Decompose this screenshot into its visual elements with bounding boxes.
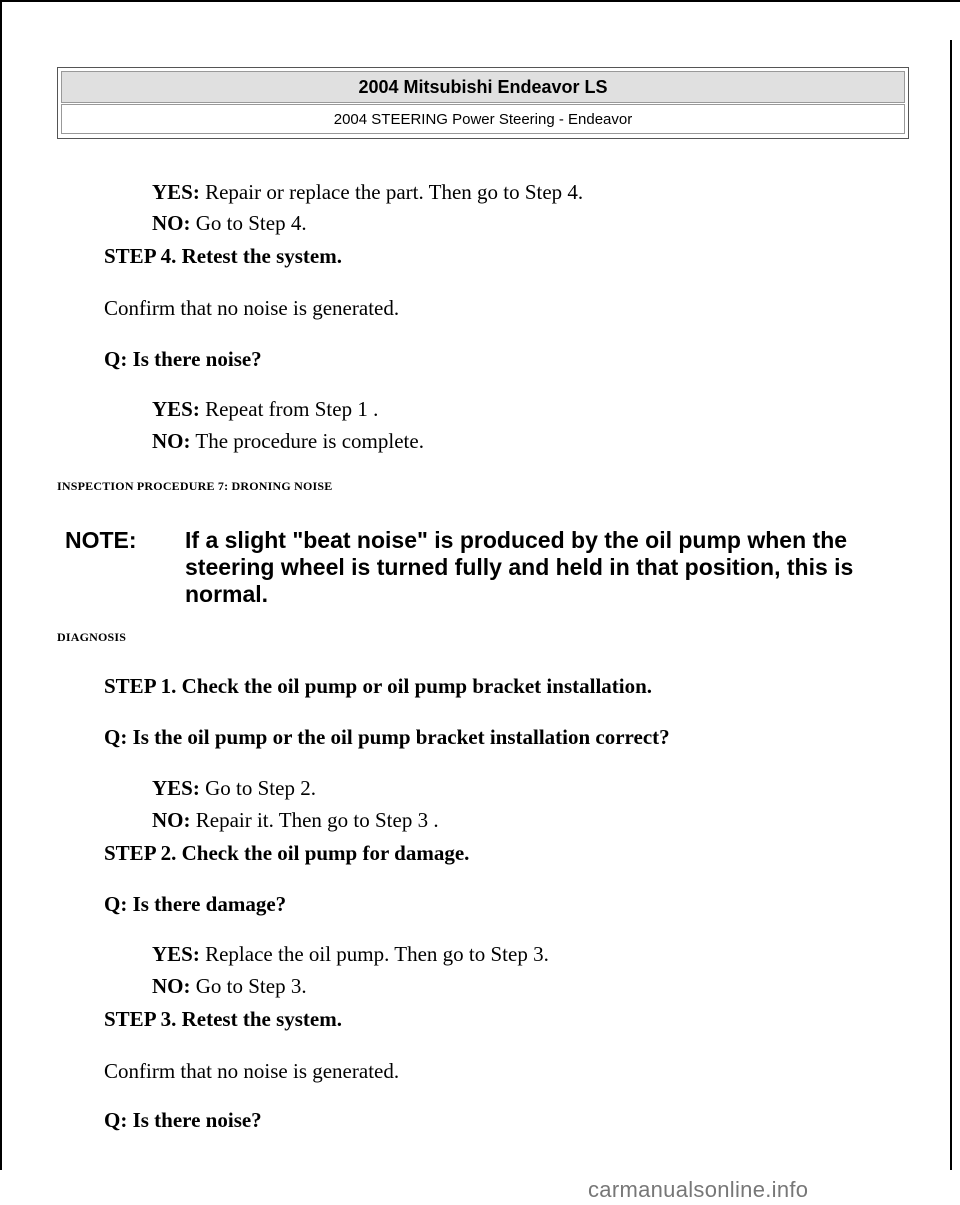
procedure-heading: INSPECTION PROCEDURE 7: DRONING NOISE bbox=[57, 479, 333, 493]
document-header bbox=[57, 67, 909, 139]
no-text: Repair it. Then go to Step 3 . bbox=[190, 808, 439, 832]
step-3-heading: STEP 3. Retest the system. bbox=[104, 1007, 342, 1031]
note-text: If a slight "beat noise" is produced by the oil pump when the steering wheel is turned fully and held in that position, this is normal. bbox=[185, 527, 854, 607]
answer-no-line bbox=[152, 810, 439, 831]
step-1-heading: STEP 1. Check the oil pump or oil pump bracket installation. bbox=[104, 674, 653, 698]
confirm-text: Confirm that no noise is generated. bbox=[104, 1059, 400, 1083]
no-text: Go to Step 4. bbox=[190, 211, 307, 235]
yes-label: YES: bbox=[152, 942, 200, 966]
question-text: Q: Is there damage? bbox=[104, 892, 287, 916]
yes-text: Repair or replace the part. Then go to Step 4. bbox=[199, 180, 584, 204]
step-4-heading: STEP 4. Retest the system. bbox=[104, 244, 342, 268]
page-border-left bbox=[0, 0, 2, 1170]
no-text: Go to Step 3. bbox=[190, 974, 307, 998]
footer-watermark: carmanualsonline.info bbox=[588, 1177, 809, 1202]
no-label: NO: bbox=[152, 211, 191, 235]
note-label: NOTE: bbox=[65, 527, 137, 553]
answer-no-line bbox=[152, 976, 307, 997]
header-title: 2004 Mitsubishi Endeavor LS bbox=[61, 71, 905, 103]
diagnosis-heading: DIAGNOSIS bbox=[57, 630, 127, 644]
yes-label: YES: bbox=[152, 397, 200, 421]
yes-label: YES: bbox=[152, 180, 200, 204]
page-border-right bbox=[950, 40, 952, 1170]
answer-yes-line bbox=[152, 778, 316, 799]
answer-yes-line bbox=[152, 399, 378, 420]
yes-text: Replace the oil pump. Then go to Step 3. bbox=[199, 942, 549, 966]
answer-yes-line bbox=[152, 944, 549, 965]
answer-yes-line bbox=[152, 182, 583, 203]
answer-no-line bbox=[152, 431, 424, 452]
no-label: NO: bbox=[152, 429, 191, 453]
step-2-heading: STEP 2. Check the oil pump for damage. bbox=[104, 841, 470, 865]
header-subtitle: 2004 STEERING Power Steering - Endeavor bbox=[61, 104, 905, 134]
yes-text: Repeat from Step 1 . bbox=[199, 397, 379, 421]
confirm-text: Confirm that no noise is generated. bbox=[104, 296, 400, 320]
answer-no-line bbox=[152, 213, 307, 234]
no-text: The procedure is complete. bbox=[190, 429, 424, 453]
no-label: NO: bbox=[152, 808, 191, 832]
no-label: NO: bbox=[152, 974, 191, 998]
yes-text: Go to Step 2. bbox=[199, 776, 316, 800]
question-text: Q: Is the oil pump or the oil pump bracket installation correct? bbox=[104, 725, 670, 749]
question-text: Q: Is there noise? bbox=[104, 347, 262, 371]
page-border-top bbox=[0, 0, 960, 2]
yes-label: YES: bbox=[152, 776, 200, 800]
question-text: Q: Is there noise? bbox=[104, 1108, 262, 1132]
